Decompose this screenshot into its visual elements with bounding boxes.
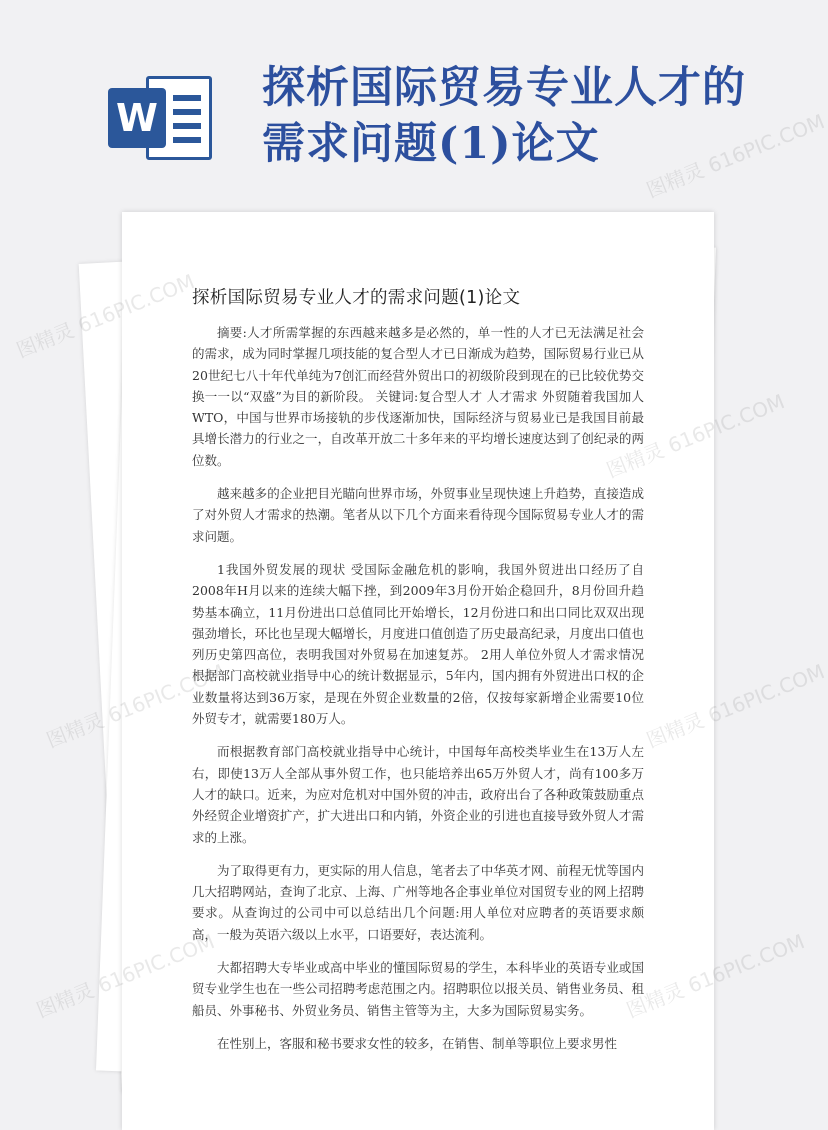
header-banner bbox=[0, 0, 800, 210]
paragraph: 1我国外贸发展的现状 受国际金融危机的影响，我国外贸进出口经历了自2008年H月以来的连续大幅下挫，到2009年3月份开始企稳回升，8月份回升趋势基本确立，11月份进出口总值同比开始增长，12月份进口和出口同比双双出现强劲增长，环比也呈现大幅增长，月度进口值创造了历史最高纪录，月度出口值也列历史第四高位，表明我国对外贸易在加速复苏。 2用人单位外贸人才需求情况 根据部门高校就业指导中心的统计数据显示，5年内，国内拥有外贸进出口权的企业数量将达到36万家，是现在外贸企业数量的2倍，仅按每家新增企业需要10位外贸专才，就需要180万人。 bbox=[192, 561, 644, 727]
document-body bbox=[192, 322, 644, 1066]
watermark: 图精灵 616PIC.COM bbox=[642, 659, 828, 753]
document-title: 探析国际贸易专业人才的需求问题(1)论文 bbox=[192, 288, 521, 308]
word-badge: W bbox=[108, 88, 166, 148]
watermark: 图精灵 bbox=[32, 977, 98, 1023]
banner-title: 探析国际贸易专业人才的需求问题(1)论文 bbox=[262, 63, 746, 169]
word-document-icon bbox=[108, 72, 220, 164]
paragraph-abstract: 摘要:人才所需掌握的东西越来越多是必然的，单一性的人才已无法满足社会的需求，成为同时掌握几项技能的复合型人才已日渐成为趋势，国际贸易行业已从20世纪七八十年代单纯为7创汇而经营外贸出口的初级阶段到现在的已比较优势交换一一以“双盛”为目的新阶段。 关键词:复合型人才 人才需求 外贸随着我国加人WTO，中国与世界市场接轨的步伐逐渐加快，国际经济与贸易业已是我国目前最具增长潜力的行业之一，自改革开放二十多年来的平均增长速度达到了创纪录的两位数。 bbox=[192, 325, 644, 468]
watermark: 图精灵 616PIC.COM bbox=[622, 929, 808, 1023]
paragraph: 越来越多的企业把目光瞄向世界市场，外贸事业呈现快速上升趋势，直接造成了对外贸人才需求的热潮。笔者从以下几个方面来看待现今国际贸易专业人才的需求问题。 bbox=[192, 486, 644, 544]
paragraph: 在性别上，客服和秘书要求女性的较多，在销售、制单等职位上要求男性 bbox=[217, 1035, 618, 1051]
watermark: 图精灵 bbox=[42, 707, 108, 753]
document-page bbox=[122, 212, 714, 1130]
paragraph: 大都招聘大专毕业或高中毕业的懂国际贸易的学生，本科毕业的英语专业或国贸专业学生也在一些公司招聘考虑范围之内。招聘职位以报关员、销售业务员、租船员、外事秘书、外贸业务员、销售主管等为主，大多为国际贸易实务。 bbox=[192, 960, 644, 1018]
paragraph: 为了取得更有力，更实际的用人信息，笔者去了中华英才网、前程无忧等国内几大招聘网站，查询了北京、上海、广州等地各企事业单位对国贸专业的网上招聘要求。从查询过的公司中可以总结出几个问题:用人单位对应聘者的英语要求颇高，一般为英语六级以上水平，口语要好，表达流利。 bbox=[192, 862, 644, 942]
watermark: 616PIC.COM bbox=[664, 389, 788, 458]
paragraph: 而根据教育部门高校就业指导中心统计，中国每年高校类毕业生在13万人左右，即使13万人全部从事外贸工作，也只能培养出65万外贸人才，尚有100多万人才的缺口。近来，为应对危机对中国外贸的冲击，政府出台了各种政策鼓励重点外经贸企业增资扩产，扩大进出口和内销，外资企业的引进也直接导致外贸人才需求的上涨。 bbox=[192, 744, 644, 845]
watermark: 图精灵 bbox=[12, 317, 78, 363]
